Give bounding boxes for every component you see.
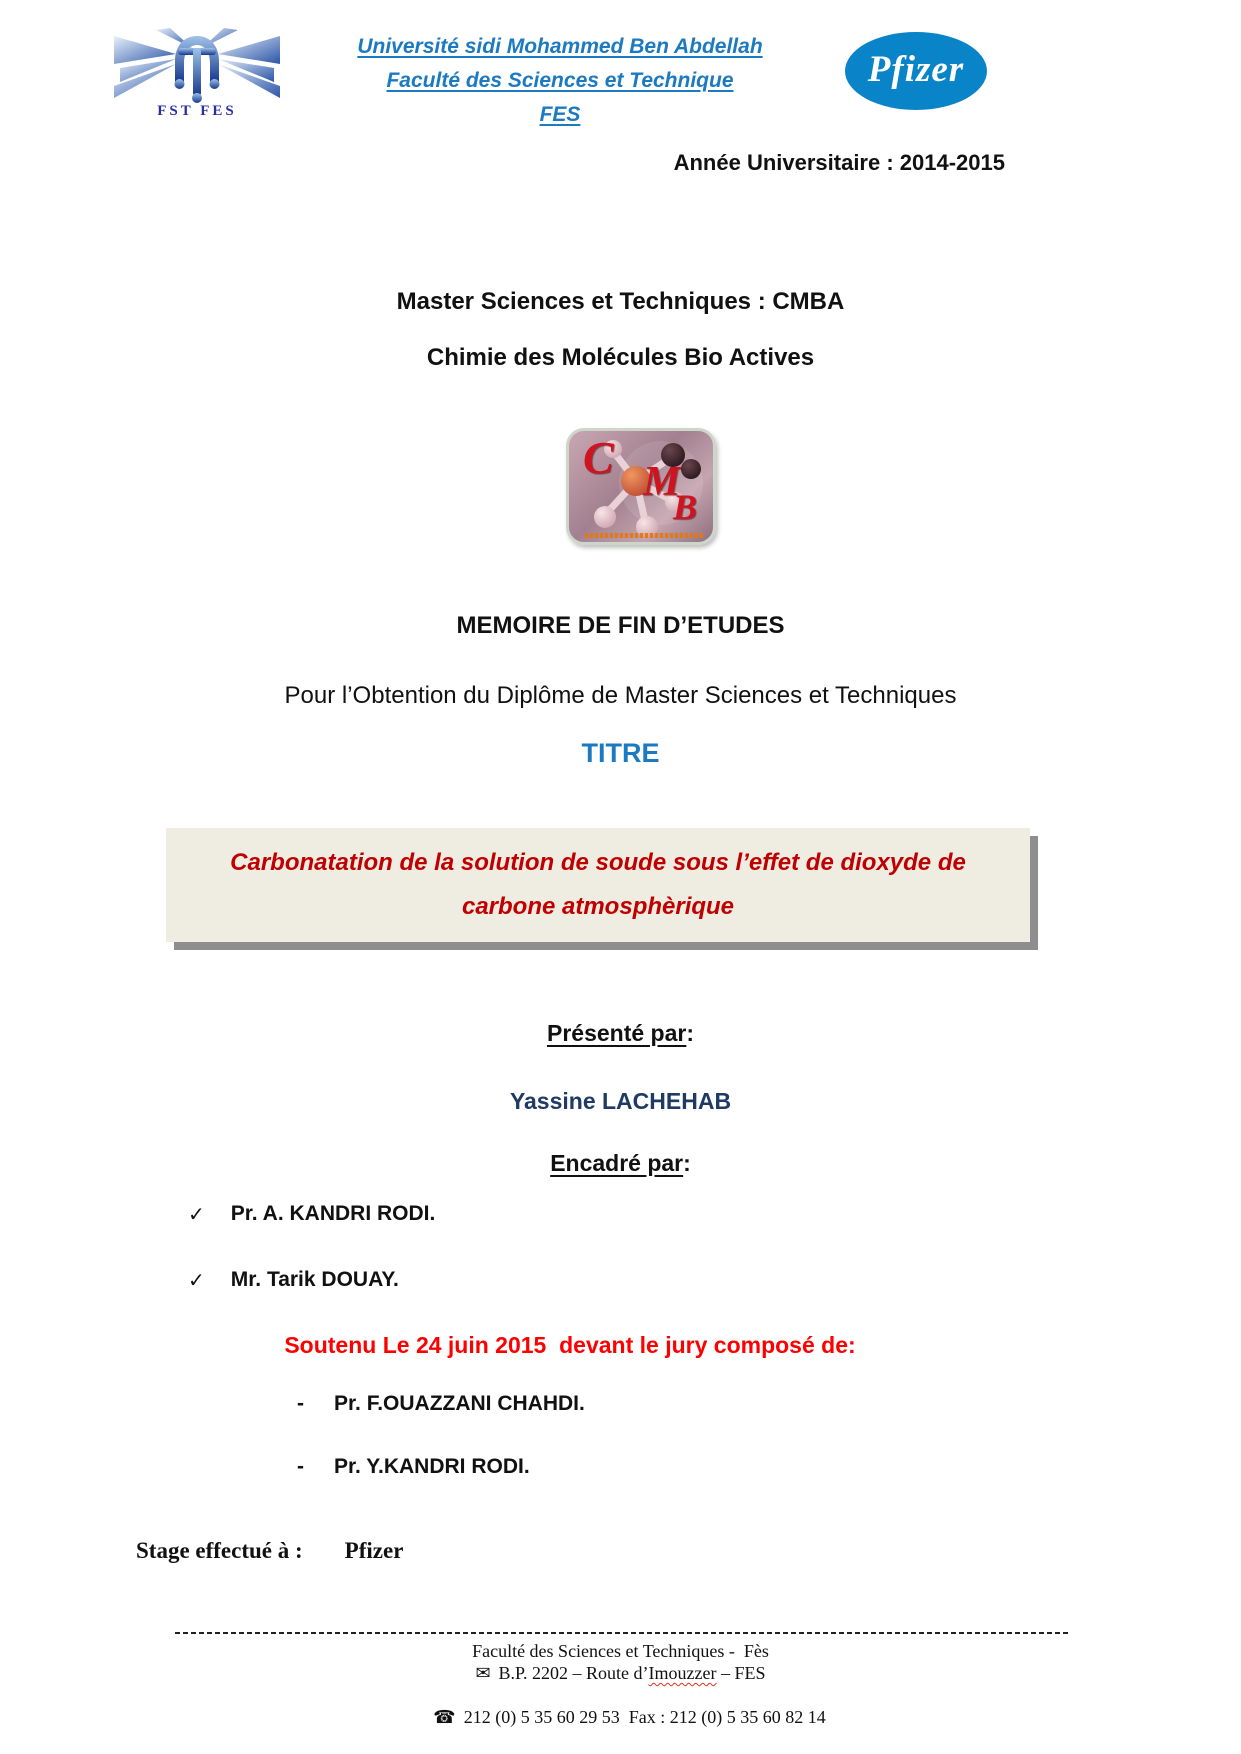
footer-faculty-line: Faculté des Sciences et Techniques - Fès (472, 1641, 769, 1661)
thesis-title-line1: Carbonatation de la solution de soude sous l’effet de dioxyde de (230, 849, 966, 876)
dash-bullet: - (297, 1392, 304, 1415)
supervised-by-heading (0, 1150, 1241, 1177)
cmb-letter-b: B (673, 487, 698, 527)
thesis-title-line2: carbone atmosphèrique (461, 893, 735, 920)
memoire-subheading: Pour l’Obtention du Diplôme de Master Sciences et Techniques (284, 682, 957, 709)
academic-year: Année Universitaire : 2014-2015 (673, 150, 1005, 175)
titre-label: TITRE (581, 738, 660, 768)
cmb-caption-blur (585, 533, 703, 538)
jury-member-name: Pr. Y.KANDRI RODI. (334, 1455, 530, 1478)
student-name: Yassine LACHEHAB (509, 1088, 732, 1114)
supervised-by-label: Encadré par (550, 1150, 684, 1176)
university-name: Université sidi Mohammed Ben Abdellah (357, 35, 763, 58)
address-suffix: – FES (716, 1663, 766, 1683)
fst-logo-graphic (112, 26, 282, 120)
cmb-letter-c: C (583, 432, 614, 483)
supervisor-name: Pr. A. KANDRI RODI. (230, 1202, 436, 1225)
thesis-title-box (166, 828, 1030, 942)
supervised-by-colon: : (683, 1150, 691, 1176)
jury-member-item (297, 1392, 585, 1416)
footer-separator (175, 1632, 1070, 1634)
envelope-icon: ✉ (475, 1663, 491, 1683)
dash-bullet: - (297, 1455, 304, 1478)
presented-by-heading (0, 1020, 1241, 1047)
specialty-name: Chimie des Molécules Bio Actives (426, 344, 815, 371)
city-name: FES (539, 103, 581, 126)
memoire-heading: MEMOIRE DE FIN D’ETUDES (456, 612, 785, 639)
supervisor-item (188, 1202, 435, 1227)
address-prefix: B.P. 2202 – Route d’ (498, 1663, 649, 1683)
jury-member-name: Pr. F.OUAZZANI CHAHDI. (334, 1392, 585, 1415)
faculty-name: Faculté des Sciences et Technique (386, 69, 734, 92)
presented-by-colon: : (686, 1020, 695, 1046)
phone-numbers: 212 (0) 5 35 60 29 53 Fax : 212 (0) 5 35 60 82 14 (463, 1707, 826, 1727)
address-misspelled-word: Imouzzer (648, 1663, 717, 1683)
jury-heading: Soutenu Le 24 juin 2015 devant le jury composé de: (284, 1332, 856, 1358)
fst-logo-text: FST FES (157, 103, 237, 119)
university-header (310, 30, 810, 132)
internship-company: Pfizer (344, 1538, 404, 1563)
fst-fes-logo (112, 26, 282, 120)
check-icon: ✓ (188, 1270, 205, 1292)
pfizer-wordmark: Pfizer (867, 48, 965, 90)
jury-member-item (297, 1455, 530, 1479)
internship-line (136, 1538, 403, 1564)
supervisor-item (188, 1268, 399, 1293)
cmb-logo (566, 428, 716, 545)
phone-icon: ☎ (433, 1707, 456, 1727)
cmb-letter-m: M (643, 459, 681, 505)
master-program: Master Sciences et Techniques : CMBA (396, 288, 845, 315)
check-icon: ✓ (188, 1204, 205, 1226)
pfizer-logo (845, 32, 987, 110)
footer-phone-line (0, 1686, 1241, 1749)
internship-label: Stage effectué à : (136, 1538, 303, 1563)
supervisor-name: Mr. Tarik DOUAY. (230, 1268, 399, 1291)
presented-by-label: Présenté par (546, 1020, 687, 1046)
footer-address-line (0, 1663, 1241, 1684)
